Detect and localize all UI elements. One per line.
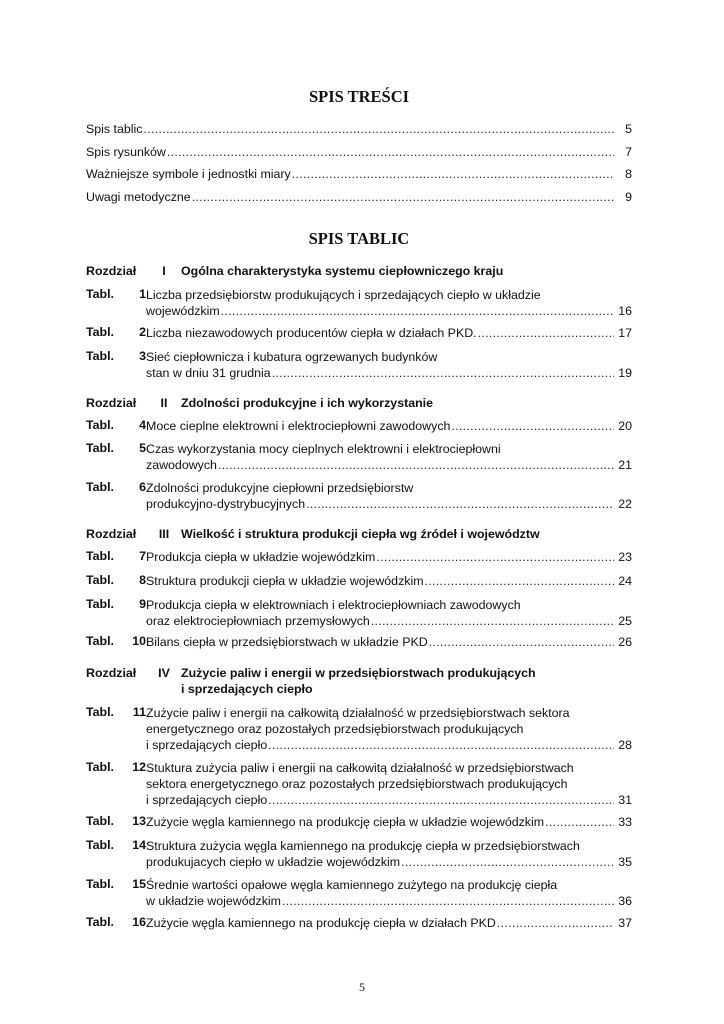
table-page: 36 [618, 894, 632, 908]
dot-leader [268, 792, 614, 808]
dot-leader [371, 613, 614, 629]
table-word: Tabl. [86, 480, 114, 494]
table-word: Tabl. [86, 838, 114, 852]
chapter-title-line: Zdolności produkcyjne i ich wykorzystanie [181, 396, 434, 410]
table-leader-line [146, 854, 632, 870]
dot-leader [221, 303, 614, 319]
table-description [146, 441, 632, 473]
table-title-line: produkcyjno-dystrybucyjnych [146, 497, 306, 511]
table-page: 25 [618, 614, 632, 628]
table-leader-line [146, 634, 632, 650]
table-title-line: Produkcja ciepła w układzie wojewódzkim [146, 550, 376, 564]
table-title-line: Zdolności produkcyjne ciepłowni przedsiębiorstw [146, 481, 414, 495]
table-title-line: Zużycie węgla kamiennego na produkcję ciepła w układzie wojewódzkim [146, 815, 545, 829]
dot-leader [376, 549, 614, 565]
table-leader-line [146, 418, 632, 434]
table-title-line: w układzie wojewódzkim [146, 894, 281, 908]
dot-leader [497, 915, 614, 931]
table-word: Tabl. [86, 634, 114, 648]
toc-item[interactable] [86, 190, 632, 205]
toc-item-page: 8 [625, 167, 632, 181]
table-number: 6 [139, 480, 146, 494]
toc-item-page: 7 [625, 145, 632, 159]
table-page: 20 [618, 419, 632, 433]
table-description [146, 705, 632, 753]
chapter-word: Rozdział [86, 527, 137, 541]
chapter-word: Rozdział [86, 396, 137, 410]
table-leader-line [146, 792, 632, 808]
table-description [146, 349, 632, 381]
table-title-line: produkujacych ciepło w układzie wojewódzkim [146, 855, 401, 869]
table-page: 22 [618, 497, 632, 511]
table-description [146, 838, 632, 870]
page-number: 5 [359, 980, 365, 994]
table-word: Tabl. [86, 814, 114, 828]
dot-leader [401, 854, 614, 870]
table-number: 13 [132, 814, 146, 828]
chapter-roman: III [158, 527, 170, 541]
table-leader-line [146, 613, 632, 629]
table-page: 33 [618, 815, 632, 829]
table-description [146, 325, 632, 341]
table-number: 4 [139, 418, 146, 432]
dot-leader [451, 418, 614, 434]
dot-leader [272, 365, 614, 381]
table-leader-line [146, 549, 632, 565]
dot-leader [545, 814, 614, 830]
table-leader-line [146, 737, 632, 753]
table-leader-line [146, 893, 632, 909]
toc-item[interactable] [86, 122, 632, 137]
chapter-roman: IV [158, 666, 170, 680]
table-title-line: Stuktura zużycia paliw i energii na całkowitą działalność w przedsiębiorstwach [146, 761, 574, 775]
table-leader-line [146, 325, 632, 341]
table-leader-line [146, 457, 632, 473]
dot-leader [306, 496, 614, 512]
table-title-line: Produkcja ciepła w elektrowniach i elektrociepłowniach zawodowych [146, 598, 521, 612]
table-leader-line [146, 303, 632, 319]
table-description [146, 814, 632, 830]
table-title-line: oraz elektrociepłowniach przemysłowych [146, 614, 370, 628]
table-word: Tabl. [86, 349, 114, 363]
table-title-line: energetycznego oraz pozostałych przedsiębiorstwach produkujących [146, 722, 524, 736]
table-word: Tabl. [86, 418, 114, 432]
table-page: 35 [618, 855, 632, 869]
table-description [146, 634, 632, 650]
table-word: Tabl. [86, 287, 114, 301]
table-title-line: Struktura zużycia węgla kamiennego na produkcję ciepła w przedsiębiorstwach [146, 839, 580, 853]
table-word: Tabl. [86, 705, 114, 719]
table-description [146, 573, 632, 589]
table-page: 23 [618, 550, 632, 564]
table-title-line: Struktura produkcji ciepła w układzie wojewódzkim [146, 574, 424, 588]
chapter-title [181, 665, 632, 697]
toc-item-page: 5 [625, 122, 632, 136]
table-leader-line [146, 915, 632, 931]
table-title-line: Bilans ciepła w przedsiębiorstwach w układzie PKD [146, 635, 428, 649]
dot-leader [218, 457, 614, 473]
table-number: 12 [132, 760, 146, 774]
toc-item-page: 9 [625, 190, 632, 204]
chapter-word: Rozdział [86, 666, 137, 680]
table-title-line: Zużycie paliw i energii na całkowitą działalność w przedsiębiorstwach sektora [146, 706, 570, 720]
table-page: 19 [618, 366, 632, 380]
table-leader-line [146, 496, 632, 512]
table-description [146, 760, 632, 808]
table-word: Tabl. [86, 573, 114, 587]
table-title-line: Liczba niezawodowych producentów ciepła w działach PKD. [146, 326, 477, 340]
table-page: 31 [618, 793, 632, 807]
table-description [146, 877, 632, 909]
dot-leader [425, 573, 614, 589]
table-word: Tabl. [86, 877, 114, 891]
dot-leader [478, 325, 614, 341]
table-page: 17 [618, 326, 632, 340]
chapter-title-line: Wielkość i struktura produkcji ciepła wg źródeł i województw [181, 527, 540, 541]
dot-leader [282, 893, 614, 909]
table-title-line: i sprzedających ciepło [146, 738, 268, 752]
table-word: Tabl. [86, 325, 114, 339]
table-title-line: Średnie wartości opałowe węgla kamiennego zużytego na produkcję ciepła [146, 878, 558, 892]
table-title-line: Liczba przedsiębiorstw produkujących i sprzedających ciepło w układzie [146, 288, 541, 302]
table-description [146, 418, 632, 434]
table-number: 9 [139, 597, 146, 611]
table-number: 16 [132, 915, 146, 929]
table-description [146, 287, 632, 319]
chapter-word: Rozdział [86, 264, 137, 278]
table-number: 5 [139, 441, 146, 455]
table-number: 7 [139, 549, 146, 563]
chapter-title-line: i sprzedających ciepło [181, 682, 313, 696]
table-page: 37 [618, 916, 632, 930]
table-number: 2 [139, 325, 146, 339]
chapter-title [181, 395, 632, 411]
table-word: Tabl. [86, 760, 114, 774]
table-page: 28 [618, 738, 632, 752]
chapter-title-line: Ogólna charakterystyka systemu ciepłowniczego kraju [181, 264, 504, 278]
table-page: 21 [618, 458, 632, 472]
toc-item[interactable] [86, 167, 632, 182]
chapter-title [181, 263, 632, 279]
chapter-roman: I [162, 264, 166, 278]
table-title-line: sektora energetycznego oraz pozostałych przedsiębiorstwach produkujących [146, 777, 568, 791]
table-leader-line [146, 365, 632, 381]
table-title-line: wojewódzkim [146, 304, 220, 318]
toc-item-label: Spis tablic [86, 122, 143, 136]
table-title-line: Czas wykorzystania mocy cieplnych elektrowni i elektrociepłowni [146, 442, 501, 456]
table-number: 11 [132, 705, 146, 719]
table-title-line: Sieć ciepłownicza i kubatura ogrzewanych budynków [146, 350, 438, 364]
table-description [146, 597, 632, 629]
tables-title: SPIS TABLIC [308, 229, 410, 248]
toc-item-label: Spis rysunków [86, 145, 166, 159]
table-page: 24 [618, 574, 632, 588]
dot-leader [429, 634, 614, 650]
table-title-line: stan w dniu 31 grudnia [146, 366, 271, 380]
table-page: 26 [618, 635, 632, 649]
table-title-line: Zużycie węgla kamiennego na produkcję ciepła w działach PKD [146, 916, 496, 930]
toc-item[interactable] [86, 145, 632, 160]
table-number: 15 [132, 877, 146, 891]
toc-item-label: Uwagi metodyczne [86, 190, 191, 204]
table-title-line: zawodowych [146, 458, 217, 472]
table-word: Tabl. [86, 549, 114, 563]
table-description [146, 480, 632, 512]
toc-title: SPIS TREŚCI [308, 87, 410, 106]
table-title-line: Moce cieplne elektrowni i elektrociepłowni zawodowych [146, 419, 451, 433]
table-word: Tabl. [86, 915, 114, 929]
dot-leader [268, 737, 614, 753]
table-description [146, 549, 632, 565]
table-number: 3 [139, 349, 146, 363]
table-word: Tabl. [86, 441, 114, 455]
chapter-title-line: Zużycie paliw i energii w przedsiębiorstwach produkujących [181, 666, 536, 680]
chapter-roman: II [160, 396, 168, 410]
table-number: 8 [139, 573, 146, 587]
table-number: 14 [132, 838, 146, 852]
table-description [146, 915, 632, 931]
table-leader-line [146, 573, 632, 589]
chapter-title [181, 526, 632, 542]
table-leader-line [146, 814, 632, 830]
table-number: 10 [132, 634, 146, 648]
table-title-line: i sprzedających ciepło [146, 793, 268, 807]
table-number: 1 [139, 287, 146, 301]
table-word: Tabl. [86, 597, 114, 611]
toc-item-label: Ważniejsze symbole i jednostki miary [86, 167, 291, 181]
table-page: 16 [618, 304, 632, 318]
